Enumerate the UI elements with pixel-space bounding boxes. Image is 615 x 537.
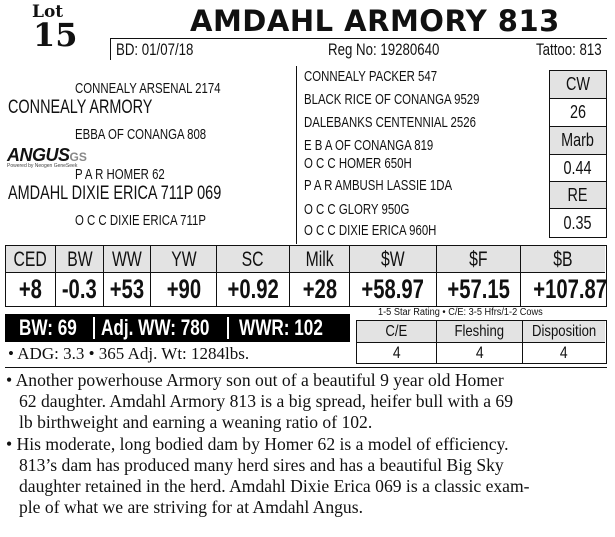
epd-col-ced: CED +8 xyxy=(6,246,56,306)
paragraph-line: 62 daughter. Amdahl Armory 813 is a big spread, heifer bull with a 69 xyxy=(19,391,513,411)
star-rating-caption: 1-5 Star Rating • C/E: 3-5 Hfrs/1-2 Cows xyxy=(378,307,543,318)
marb-value: 0.44 xyxy=(549,154,607,182)
pedigree-right-8: O C C DIXIE ERICA 960H xyxy=(304,222,437,239)
epd-table xyxy=(5,245,607,307)
paragraph-line: 813’s dam has produced many herd sires and has a beautiful Big Sky xyxy=(19,455,504,475)
tattoo: Tattoo: 813 xyxy=(536,40,602,59)
star-col-ce: C/E 4 xyxy=(357,321,437,363)
page-title: AMDAHL ARMORY 813 xyxy=(190,4,560,38)
pedigree-dam-sire: P A R HOMER 62 xyxy=(75,166,165,183)
epd-col-sc: SC +0.92 xyxy=(217,246,290,306)
lot-label: Lot xyxy=(32,2,64,22)
pedigree-divider xyxy=(296,66,297,244)
epd-col-dollar-b: $B +107.87 xyxy=(521,246,605,306)
pedigree-dam-dam: O C C DIXIE ERICA 711P xyxy=(75,212,206,229)
weights-bar xyxy=(5,314,350,342)
epd-col-milk: Milk +28 xyxy=(290,246,350,306)
weights-separator xyxy=(227,317,229,339)
angus-geneseek-logo xyxy=(7,145,87,171)
weaning-weight-ratio: WWR: 102 xyxy=(239,315,323,340)
adjusted-weaning-weight: Adj. WW: 780 xyxy=(101,315,210,340)
epd-col-ww: WW +53 xyxy=(104,246,151,306)
pedigree-sire-dam: EBBA OF CONANGA 808 xyxy=(75,126,207,143)
star-col-fleshing: Fleshing 4 xyxy=(437,321,523,363)
pedigree-right-7: O C C GLORY 950G xyxy=(304,201,410,218)
birth-date: BD: 01/07/18 xyxy=(116,40,194,59)
pedigree-sire-sire: CONNEALY ARSENAL 2174 xyxy=(75,80,221,97)
registration-number: Reg No: 19280640 xyxy=(328,40,440,59)
description-paragraph-1 xyxy=(6,370,610,433)
pedigree-right-1: CONNEALY PACKER 547 xyxy=(304,68,438,85)
pedigree-right-3: DALEBANKS CENTENNIAL 2526 xyxy=(304,114,476,131)
epd-col-dollar-f: $F +57.15 xyxy=(437,246,521,306)
lot-number: 15 xyxy=(33,16,78,54)
weights-separator xyxy=(93,317,95,339)
logo-tagline: Powered by Neogen GeneSeek xyxy=(7,163,78,169)
pedigree-sire: CONNEALY ARMORY xyxy=(8,97,153,118)
re-label: RE xyxy=(549,181,607,209)
re-value: 0.35 xyxy=(549,208,607,238)
header-divider xyxy=(110,38,607,39)
cw-label: CW xyxy=(549,70,607,99)
pedigree-right-6: P A R AMBUSH LASSIE 1DA xyxy=(304,177,453,194)
paragraph-line: ple of what we are striving for at Amdahl Angus. xyxy=(19,497,363,517)
section-divider xyxy=(5,367,607,368)
paragraph-line: daughter retained in the herd. Amdahl Dixie Erica 069 is a classic exam- xyxy=(19,476,530,496)
pedigree-right-2: BLACK RICE OF CONANGA 9529 xyxy=(304,91,480,108)
epd-col-bw: BW -0.3 xyxy=(56,246,104,306)
star-rating-table xyxy=(356,320,607,364)
epd-col-dollar-w: $W +58.97 xyxy=(350,246,437,306)
marb-label: Marb xyxy=(549,126,607,155)
epd-col-yw: YW +90 xyxy=(151,246,217,306)
cw-value: 26 xyxy=(549,98,607,127)
pedigree-right-4: E B A OF CONANGA 819 xyxy=(304,137,434,154)
logo-suffix: GS xyxy=(69,150,87,164)
paragraph-line: lb birthweight and earning a weaning ratio of 102. xyxy=(19,412,373,432)
paragraph-line: • Another powerhouse Armory son out of a beautiful 9 year old Homer xyxy=(6,370,504,390)
star-col-disposition: Disposition 4 xyxy=(523,321,605,363)
description-paragraph-2 xyxy=(6,434,610,518)
birth-weight: BW: 69 xyxy=(19,315,77,340)
header-divider-vertical xyxy=(110,38,111,60)
logo-word: ANGUS xyxy=(7,145,70,165)
pedigree-right-5: O C C HOMER 650H xyxy=(304,155,412,172)
paragraph-line: • His moderate, long bodied dam by Homer 62 is a model of efficiency. xyxy=(6,434,509,454)
pedigree-dam: AMDAHL DIXIE ERICA 711P 069 xyxy=(8,183,222,204)
adg-line: • ADG: 3.3 • 365 Adj. Wt: 1284lbs. xyxy=(8,344,250,363)
